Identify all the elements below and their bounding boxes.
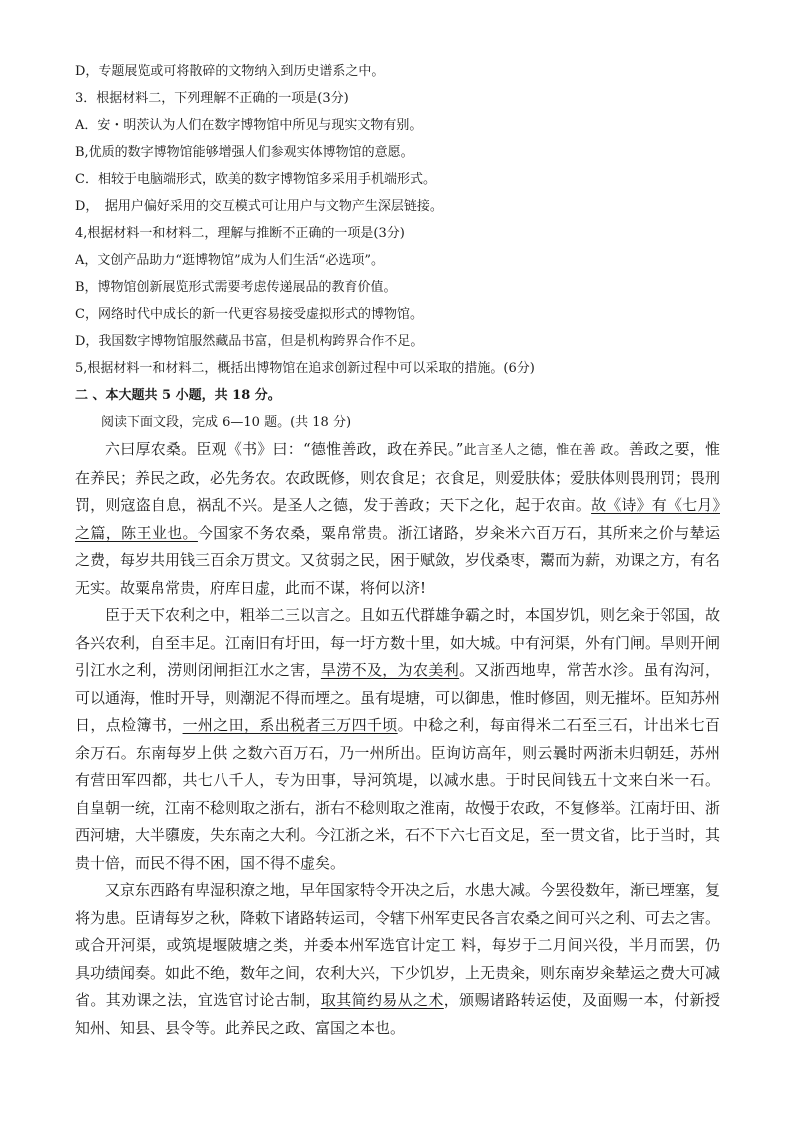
p1-annotation: 此言圣人之德，惟在善 政 xyxy=(463,443,614,458)
question-4: 4,根据材料一和材料二，理解与推断不正确的一项是(3分) xyxy=(75,226,405,241)
p1-underlined-sentence: 故《诗》有《七月》之篇，陈王业也。 xyxy=(75,496,720,542)
p2-text-a: 臣于天下农利之中，粗举二三以言之。且如五代群雄争霸之时，本国岁饥，则乞籴于邻国，故各兴农利，自至丰足。江南旧有圩田，每一圩方数十里，如大城。中有河渠，外有门闸。旱则开闸引江水之利，涝则闭闸拒江水之害， xyxy=(75,606,721,679)
passage-intro: 阅读下面文段，完成 6—10 题。(共 18 分) xyxy=(101,415,352,430)
option-b-q3: B,优质的数字博物馆能够增强人们参观实体博物馆的意愿。 xyxy=(75,145,414,160)
p3-text-b: ，颁赐诸路转运使，及面赐一本，付新授知州、知县、县令等。此养民之政、富国之本也。 xyxy=(75,991,720,1037)
option-c-q4: C，网络时代中成长的新一代更容易接受虚拟形式的博物馆。 xyxy=(75,307,423,322)
classical-passage xyxy=(75,436,720,1042)
option-c-q3: C．相较于电脑端形式，欧美的数字博物馆多采用手机端形式。 xyxy=(75,172,436,187)
p1-text-a: 六曰厚农桑。臣观《书》曰：“德惟善政，政在养民。” xyxy=(105,440,464,458)
passage-paragraph-2 xyxy=(75,602,720,877)
passage-paragraph-3 xyxy=(75,877,720,1042)
p3-text-a: 又京东西路有卑湿积潦之地，早年国家特令开决之后，水患大减。今罢役数年，渐已堙塞，复将为患。臣请每岁之秋，降敕下诸路转运司，令辖下州军吏民各言农桑之间可兴之利、可去之害。或合开河渠，或筑堤堰陂塘之类，并委本州军选官计定工 料，每岁于二月间兴役，半月而罢，仍具功绩闻奏。如此不绝，数年之间，农利大兴，下少饥岁，上无贵籴，则东南岁籴辇运之费大可减省。其劝课之法，宜选官讨论古制， xyxy=(75,881,721,1009)
option-d-q3: D， 据用户偏好采用的交互模式可让用户与文物产生深层链接。 xyxy=(75,199,443,214)
p3-underlined-1: 取其简约易从之术 xyxy=(320,991,444,1009)
p1-text-c: 。善政之要，惟在养民；养民之政，必先务农。农政既修，则农食足；衣食足，则爱肤体；爱肤体则畏刑罚；畏刑罚，则寇盗自息，祸乱不兴。是圣人之德，发于善政；天下之化，起于农亩。 xyxy=(75,440,721,514)
p2-underlined-2: 一州之田，系出税者三万四千顷 xyxy=(182,716,398,734)
option-a-q4: A，文创产品助力“逛博物馆”成为人们生活“必选项”。 xyxy=(75,253,384,268)
section-heading: 二 、本大题共 5 小题，共 18 分。 xyxy=(75,388,281,403)
p2-underlined-1: 旱涝不及，为农美利 xyxy=(320,661,460,679)
question-3: 3．根据材料二，下列理解不正确的一项是(3分) xyxy=(75,91,349,106)
p2-text-b: 。又浙西地卑，常苦水沴。虽有沟河，可以通海，惟时开导，则潮泥不得而堙之。虽有堤塘，可以御患，惟时修固，则无摧坏。臣知苏州日，点检簿书， xyxy=(75,661,721,734)
option-a-q3: A．安・明茨认为人们在数字博物馆中所见与现实文物有别。 xyxy=(75,118,423,133)
option-d-q4: D，我国数字博物馆服然藏品书富，但是机构跨界合作不足。 xyxy=(75,334,424,349)
p1-text-d: 今国家不务农桑，粟帛常贵。浙江诸路，岁籴米六百万石，其所来之价与辇运之费，每岁共用钱三百余万贯文。又贫弱之民，困于赋敛，岁伐桑枣，鬻而为薪，劝课之方，有名无实。故粟帛常贵，府库日虚，此而不谋，将何以济! xyxy=(75,523,721,597)
passage-paragraph-1 xyxy=(75,436,720,602)
document-page xyxy=(75,58,720,1042)
option-d-q2: D，专题展览或可将散碎的文物纳入到历史谱系之中。 xyxy=(75,64,385,79)
option-b-q4: B，博物馆创新展览形式需要考虑传递展品的教育价值。 xyxy=(75,280,397,295)
p2-text-c: 。中稔之利，每亩得米二石至三石，计出米七百余万石。东南每岁上供 之数六百万石，乃一州所出。臣询访高年，则云曩时两浙未归朝廷，苏州有营田军四都，共七八千人，专为田事，导河筑堤，以减水患。于时民间钱五十文来白米一石。 自皇朝一统，江南不稔则取之浙右，浙右不稔则取之淮南，故慢于农政，不复修举。江南圩田、浙西河塘，大半隳废，失东南之大利。今江浙之米，石不下六七百文足，至一贯文省，比于当时，其贵十倍，而民不得不困，国不得不虚矣。 xyxy=(75,716,721,872)
question-5: 5,根据材料一和材料二，概括出博物馆在追求创新过程中可以采取的措施。(6分) xyxy=(75,361,535,376)
